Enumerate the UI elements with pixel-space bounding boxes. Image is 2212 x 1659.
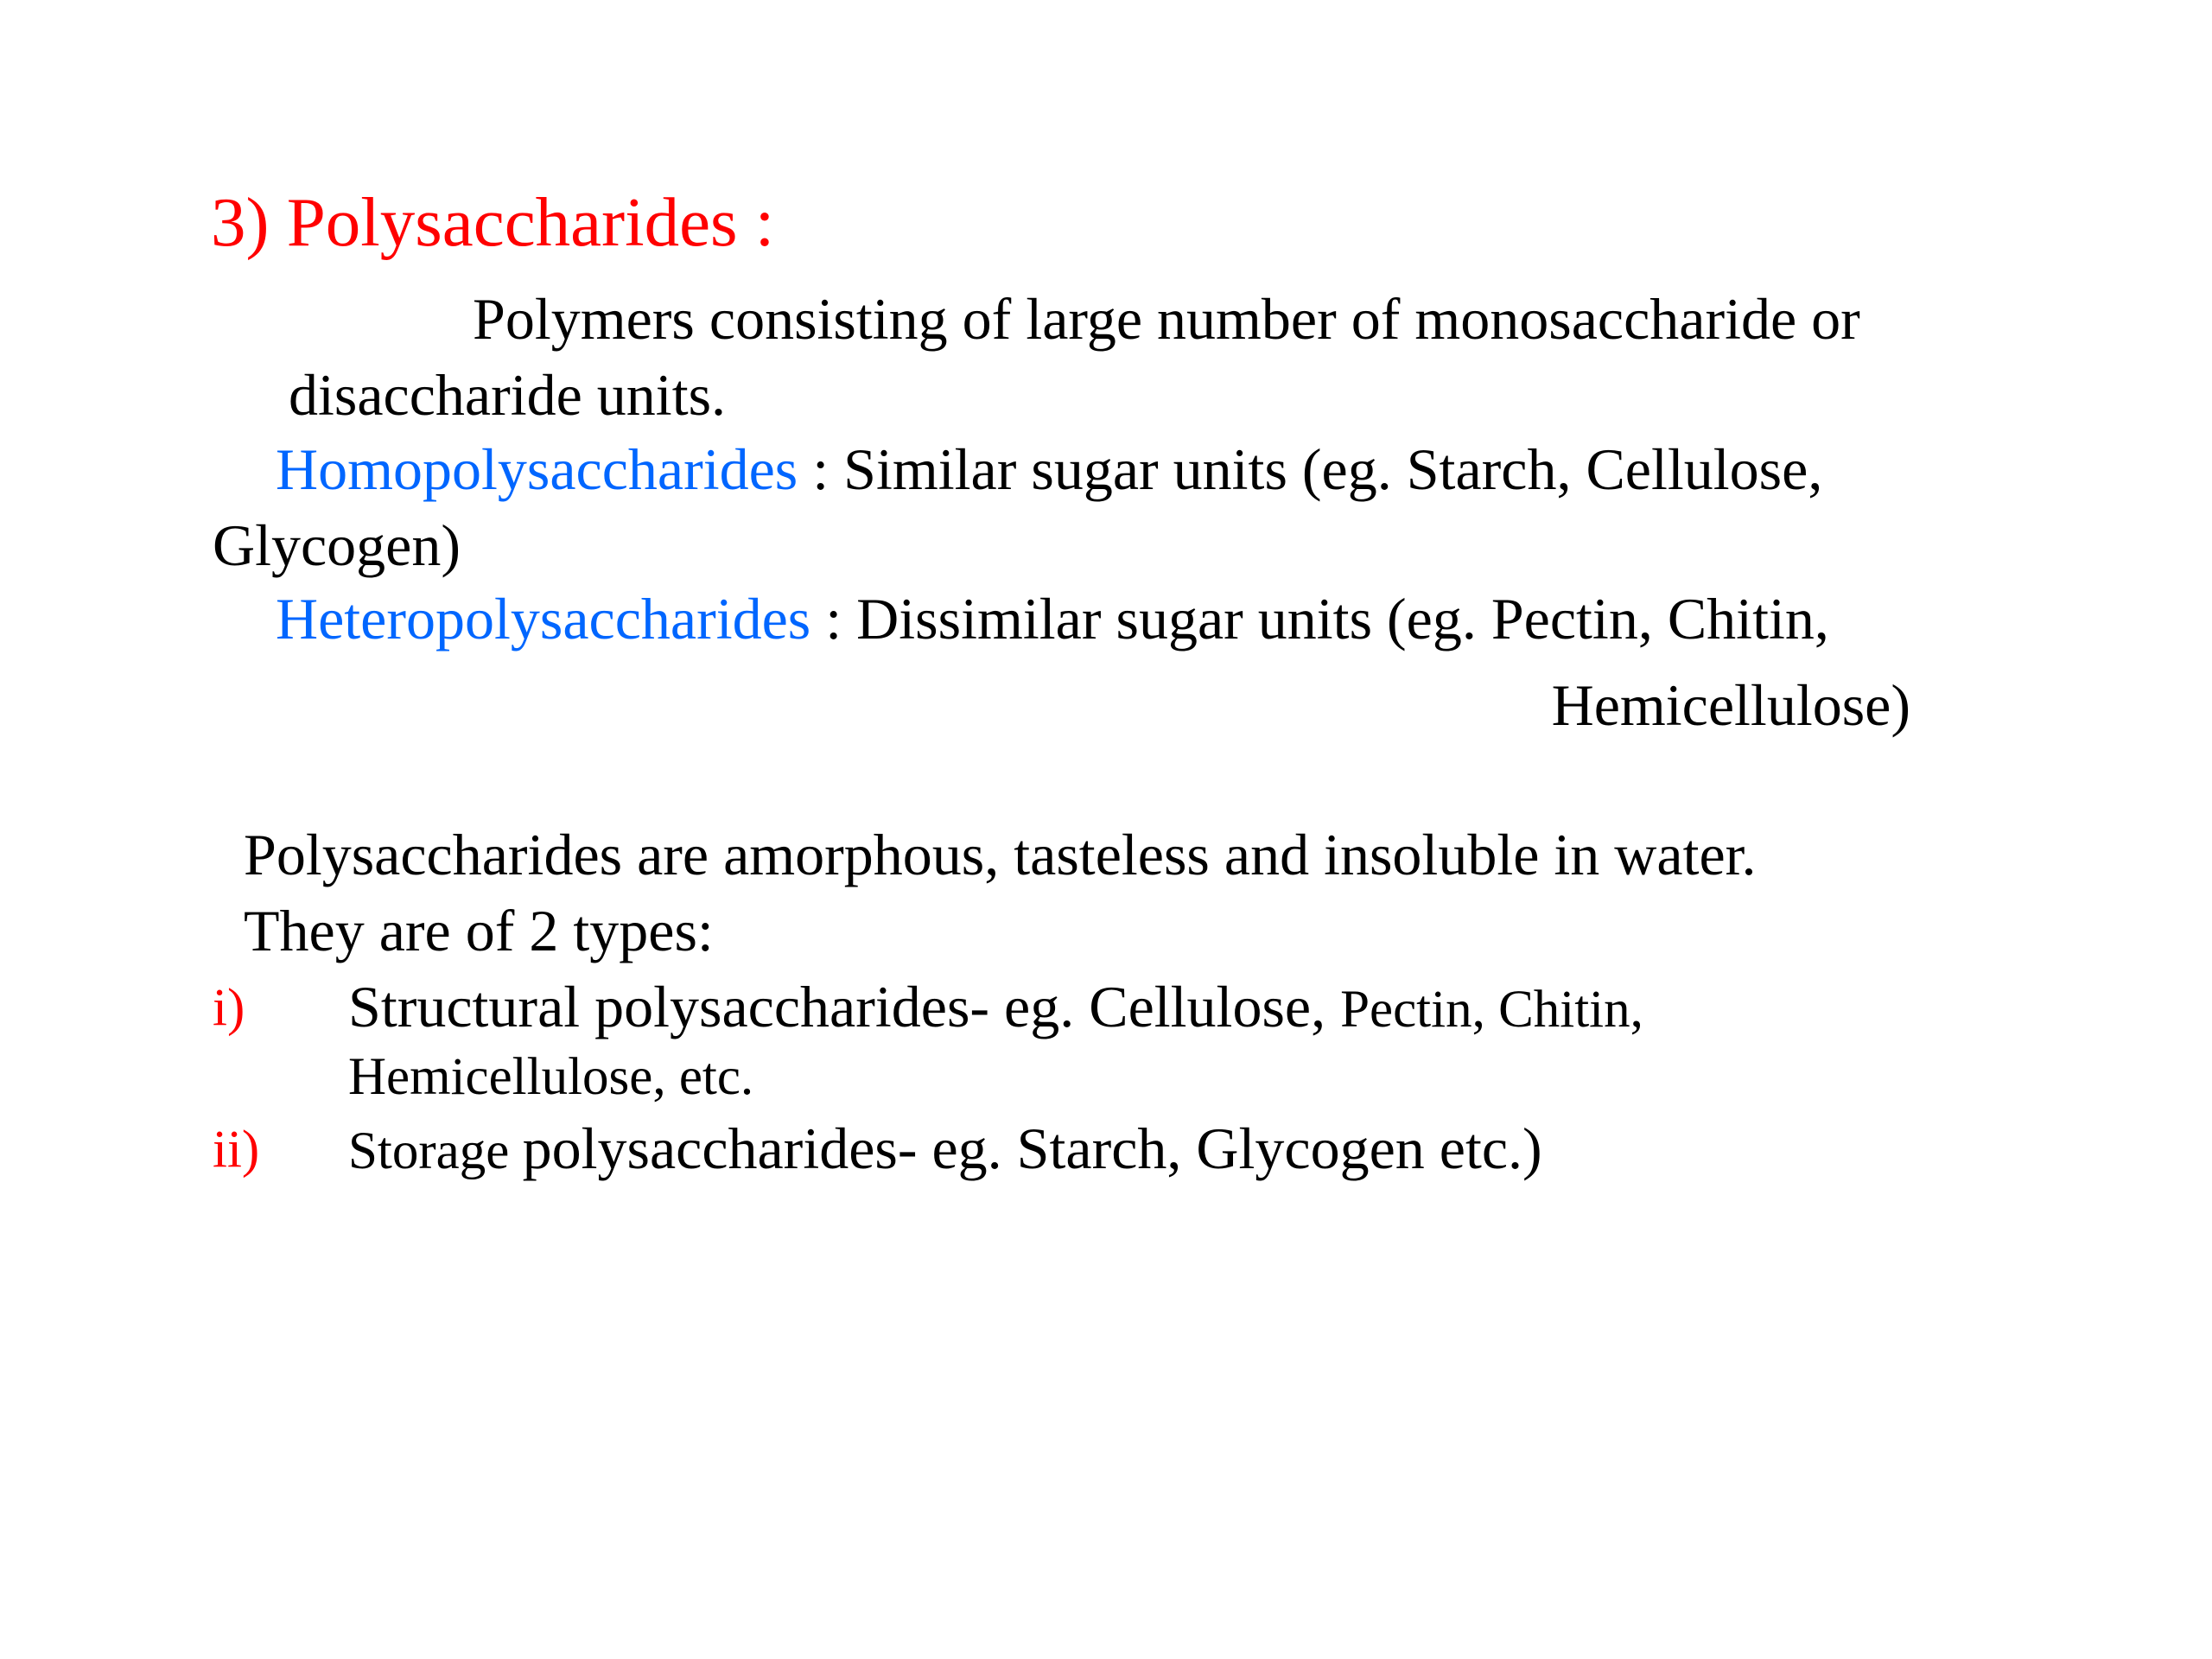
definition-line-1: Polymers consisting of large number of monosaccharide or	[473, 286, 1860, 352]
structural-main-text: Structural polysaccharides- eg. Cellulose,	[348, 974, 1341, 1039]
list-item-structural-continuation: Hemicellulose, etc.	[348, 1048, 754, 1106]
definition-line-2: disaccharide units.	[289, 362, 727, 428]
structural-small-text: Pectin, Chitin,	[1340, 981, 1643, 1039]
list-item-storage	[348, 1116, 1542, 1181]
properties-line-2: They are of 2 types:	[244, 898, 714, 963]
heteropolysaccharides-line	[276, 586, 1829, 652]
heteropolysaccharides-continuation: Hemicellulose)	[1551, 672, 1910, 738]
list-item-structural	[348, 974, 1643, 1039]
homopolysaccharides-term: Homopolysaccharides	[276, 436, 798, 502]
list-marker-i: i)	[213, 979, 245, 1037]
slide-title: 3) Polysaccharides :	[211, 183, 775, 261]
homopolysaccharides-line	[276, 436, 1823, 502]
list-marker-ii: ii)	[213, 1121, 260, 1179]
properties-line-1: Polysaccharides are amorphous, tasteless and insoluble in water.	[244, 822, 1757, 887]
homopolysaccharides-continuation: Glycogen)	[213, 512, 461, 578]
heteropolysaccharides-description: : Dissimilar sugar units (eg. Pectin, Chitin,	[810, 586, 1829, 652]
homopolysaccharides-description: : Similar sugar units (eg. Starch, Cellulose,	[798, 436, 1823, 502]
storage-main-text: polysaccharides- eg. Starch, Glycogen etc.)	[522, 1116, 1542, 1181]
heteropolysaccharides-term: Heteropolysaccharides	[276, 586, 811, 652]
storage-small-text: Storage	[348, 1122, 523, 1180]
